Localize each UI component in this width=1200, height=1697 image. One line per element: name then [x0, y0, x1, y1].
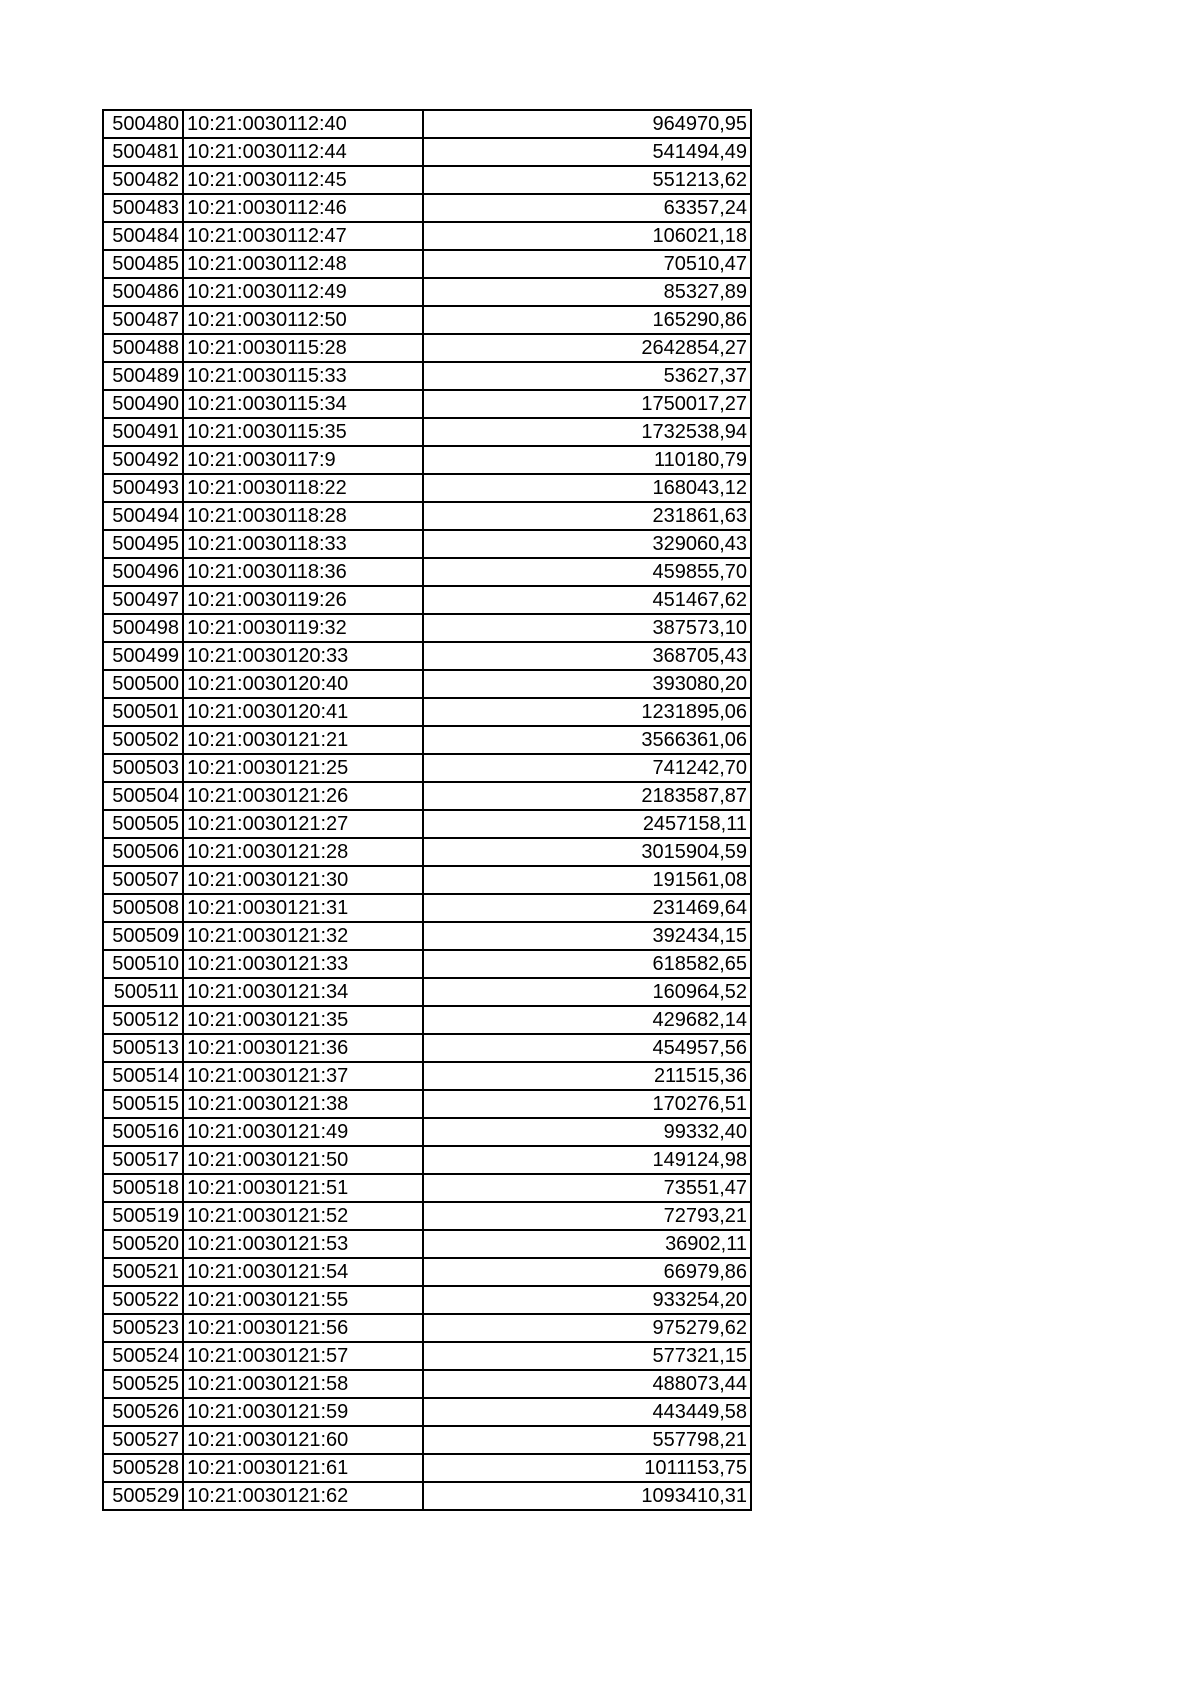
table-row	[103, 362, 751, 390]
cadastral-number-cell: 10:21:0030112:40	[183, 110, 423, 138]
cadastral-number-cell: 10:21:0030120:40	[183, 670, 423, 698]
cadastral-number-cell: 10:21:0030121:57	[183, 1342, 423, 1370]
table-row	[103, 1034, 751, 1062]
cadastral-number-cell: 10:21:0030112:46	[183, 194, 423, 222]
row-id-cell: 500498	[103, 614, 183, 642]
cadastral-number-cell: 10:21:0030121:38	[183, 1090, 423, 1118]
amount-cell: 191561,08	[423, 866, 751, 894]
amount-cell: 149124,98	[423, 1146, 751, 1174]
table-row	[103, 754, 751, 782]
row-id-cell: 500523	[103, 1314, 183, 1342]
table-row	[103, 474, 751, 502]
amount-cell: 66979,86	[423, 1258, 751, 1286]
table-row	[103, 978, 751, 1006]
table-row	[103, 894, 751, 922]
cadastral-number-cell: 10:21:0030120:33	[183, 642, 423, 670]
table-row	[103, 1174, 751, 1202]
amount-cell: 975279,62	[423, 1314, 751, 1342]
table-row	[103, 166, 751, 194]
cadastral-number-cell: 10:21:0030118:36	[183, 558, 423, 586]
data-table	[102, 109, 752, 1511]
cadastral-number-cell: 10:21:0030121:31	[183, 894, 423, 922]
table-row	[103, 138, 751, 166]
table-row	[103, 698, 751, 726]
table-row	[103, 390, 751, 418]
row-id-cell: 500517	[103, 1146, 183, 1174]
cadastral-number-cell: 10:21:0030115:33	[183, 362, 423, 390]
amount-cell: 387573,10	[423, 614, 751, 642]
amount-cell: 110180,79	[423, 446, 751, 474]
table-row	[103, 1090, 751, 1118]
row-id-cell: 500509	[103, 922, 183, 950]
cadastral-number-cell: 10:21:0030115:34	[183, 390, 423, 418]
table-row	[103, 1426, 751, 1454]
cadastral-number-cell: 10:21:0030121:59	[183, 1398, 423, 1426]
table-row	[103, 614, 751, 642]
cadastral-number-cell: 10:21:0030121:61	[183, 1454, 423, 1482]
cadastral-number-cell: 10:21:0030121:32	[183, 922, 423, 950]
amount-cell: 168043,12	[423, 474, 751, 502]
amount-cell: 741242,70	[423, 754, 751, 782]
row-id-cell: 500518	[103, 1174, 183, 1202]
row-id-cell: 500515	[103, 1090, 183, 1118]
row-id-cell: 500529	[103, 1482, 183, 1510]
table-row	[103, 1342, 751, 1370]
amount-cell: 170276,51	[423, 1090, 751, 1118]
table-row	[103, 810, 751, 838]
row-id-cell: 500504	[103, 782, 183, 810]
cadastral-number-cell: 10:21:0030118:33	[183, 530, 423, 558]
amount-cell: 451467,62	[423, 586, 751, 614]
table-row	[103, 1146, 751, 1174]
cadastral-number-cell: 10:21:0030121:25	[183, 754, 423, 782]
row-id-cell: 500513	[103, 1034, 183, 1062]
table-row	[103, 922, 751, 950]
cadastral-number-cell: 10:21:0030112:47	[183, 222, 423, 250]
row-id-cell: 500508	[103, 894, 183, 922]
row-id-cell: 500528	[103, 1454, 183, 1482]
table-row	[103, 502, 751, 530]
cadastral-number-cell: 10:21:0030121:34	[183, 978, 423, 1006]
row-id-cell: 500489	[103, 362, 183, 390]
table-row	[103, 782, 751, 810]
cadastral-number-cell: 10:21:0030121:53	[183, 1230, 423, 1258]
amount-cell: 36902,11	[423, 1230, 751, 1258]
cadastral-number-cell: 10:21:0030121:51	[183, 1174, 423, 1202]
row-id-cell: 500487	[103, 306, 183, 334]
row-id-cell: 500522	[103, 1286, 183, 1314]
row-id-cell: 500481	[103, 138, 183, 166]
table-row	[103, 642, 751, 670]
cadastral-number-cell: 10:21:0030115:28	[183, 334, 423, 362]
row-id-cell: 500495	[103, 530, 183, 558]
table-row	[103, 306, 751, 334]
row-id-cell: 500520	[103, 1230, 183, 1258]
amount-cell: 329060,43	[423, 530, 751, 558]
table-row	[103, 334, 751, 362]
cadastral-number-cell: 10:21:0030121:55	[183, 1286, 423, 1314]
row-id-cell: 500507	[103, 866, 183, 894]
cadastral-number-cell: 10:21:0030115:35	[183, 418, 423, 446]
table-row	[103, 1202, 751, 1230]
table-row	[103, 950, 751, 978]
table-row	[103, 1482, 751, 1510]
cadastral-number-cell: 10:21:0030121:28	[183, 838, 423, 866]
amount-cell: 557798,21	[423, 1426, 751, 1454]
cadastral-number-cell: 10:21:0030121:21	[183, 726, 423, 754]
amount-cell: 551213,62	[423, 166, 751, 194]
cadastral-number-cell: 10:21:0030121:54	[183, 1258, 423, 1286]
row-id-cell: 500526	[103, 1398, 183, 1426]
amount-cell: 1231895,06	[423, 698, 751, 726]
table-row	[103, 446, 751, 474]
amount-cell: 429682,14	[423, 1006, 751, 1034]
cadastral-number-cell: 10:21:0030121:30	[183, 866, 423, 894]
amount-cell: 1732538,94	[423, 418, 751, 446]
table-row	[103, 1286, 751, 1314]
cadastral-number-cell: 10:21:0030121:35	[183, 1006, 423, 1034]
amount-cell: 393080,20	[423, 670, 751, 698]
amount-cell: 3566361,06	[423, 726, 751, 754]
amount-cell: 85327,89	[423, 278, 751, 306]
row-id-cell: 500485	[103, 250, 183, 278]
row-id-cell: 500488	[103, 334, 183, 362]
row-id-cell: 500483	[103, 194, 183, 222]
row-id-cell: 500521	[103, 1258, 183, 1286]
cadastral-number-cell: 10:21:0030121:27	[183, 810, 423, 838]
table-row	[103, 670, 751, 698]
row-id-cell: 500505	[103, 810, 183, 838]
table-row	[103, 1454, 751, 1482]
table-row	[103, 558, 751, 586]
cadastral-number-cell: 10:21:0030121:58	[183, 1370, 423, 1398]
table-row	[103, 866, 751, 894]
cadastral-number-cell: 10:21:0030112:49	[183, 278, 423, 306]
amount-cell: 964970,95	[423, 110, 751, 138]
cadastral-number-cell: 10:21:0030121:60	[183, 1426, 423, 1454]
table-row	[103, 1006, 751, 1034]
table-row	[103, 1370, 751, 1398]
cadastral-number-cell: 10:21:0030121:56	[183, 1314, 423, 1342]
amount-cell: 368705,43	[423, 642, 751, 670]
amount-cell: 577321,15	[423, 1342, 751, 1370]
row-id-cell: 500491	[103, 418, 183, 446]
amount-cell: 211515,36	[423, 1062, 751, 1090]
amount-cell: 2642854,27	[423, 334, 751, 362]
table-row	[103, 418, 751, 446]
table-row	[103, 1062, 751, 1090]
table-row	[103, 278, 751, 306]
row-id-cell: 500499	[103, 642, 183, 670]
row-id-cell: 500502	[103, 726, 183, 754]
table-row	[103, 194, 751, 222]
amount-cell: 1093410,31	[423, 1482, 751, 1510]
cadastral-number-cell: 10:21:0030121:33	[183, 950, 423, 978]
cadastral-number-cell: 10:21:0030112:44	[183, 138, 423, 166]
amount-cell: 443449,58	[423, 1398, 751, 1426]
row-id-cell: 500497	[103, 586, 183, 614]
row-id-cell: 500482	[103, 166, 183, 194]
table-row	[103, 1230, 751, 1258]
table-body	[103, 110, 751, 1510]
row-id-cell: 500493	[103, 474, 183, 502]
cadastral-number-cell: 10:21:0030120:41	[183, 698, 423, 726]
cadastral-number-cell: 10:21:0030112:48	[183, 250, 423, 278]
row-id-cell: 500494	[103, 502, 183, 530]
table-row	[103, 222, 751, 250]
amount-cell: 1750017,27	[423, 390, 751, 418]
row-id-cell: 500524	[103, 1342, 183, 1370]
row-id-cell: 500503	[103, 754, 183, 782]
table-row	[103, 1398, 751, 1426]
cadastral-number-cell: 10:21:0030121:49	[183, 1118, 423, 1146]
amount-cell: 106021,18	[423, 222, 751, 250]
row-id-cell: 500480	[103, 110, 183, 138]
amount-cell: 2457158,11	[423, 810, 751, 838]
table-row	[103, 586, 751, 614]
amount-cell: 618582,65	[423, 950, 751, 978]
row-id-cell: 500519	[103, 1202, 183, 1230]
amount-cell: 459855,70	[423, 558, 751, 586]
cadastral-number-cell: 10:21:0030121:52	[183, 1202, 423, 1230]
row-id-cell: 500511	[103, 978, 183, 1006]
amount-cell: 231469,64	[423, 894, 751, 922]
amount-cell: 2183587,87	[423, 782, 751, 810]
amount-cell: 99332,40	[423, 1118, 751, 1146]
amount-cell: 488073,44	[423, 1370, 751, 1398]
row-id-cell: 500527	[103, 1426, 183, 1454]
cadastral-number-cell: 10:21:0030121:37	[183, 1062, 423, 1090]
cadastral-number-cell: 10:21:0030118:22	[183, 474, 423, 502]
amount-cell: 73551,47	[423, 1174, 751, 1202]
amount-cell: 541494,49	[423, 138, 751, 166]
cadastral-number-cell: 10:21:0030117:9	[183, 446, 423, 474]
cadastral-number-cell: 10:21:0030112:50	[183, 306, 423, 334]
amount-cell: 72793,21	[423, 1202, 751, 1230]
cadastral-number-cell: 10:21:0030118:28	[183, 502, 423, 530]
row-id-cell: 500525	[103, 1370, 183, 1398]
cadastral-number-cell: 10:21:0030119:26	[183, 586, 423, 614]
amount-cell: 3015904,59	[423, 838, 751, 866]
row-id-cell: 500506	[103, 838, 183, 866]
row-id-cell: 500486	[103, 278, 183, 306]
amount-cell: 231861,63	[423, 502, 751, 530]
amount-cell: 53627,37	[423, 362, 751, 390]
amount-cell: 933254,20	[423, 1286, 751, 1314]
cadastral-number-cell: 10:21:0030121:62	[183, 1482, 423, 1510]
amount-cell: 70510,47	[423, 250, 751, 278]
cadastral-number-cell: 10:21:0030112:45	[183, 166, 423, 194]
cadastral-number-cell: 10:21:0030121:26	[183, 782, 423, 810]
row-id-cell: 500500	[103, 670, 183, 698]
row-id-cell: 500496	[103, 558, 183, 586]
table-row	[103, 110, 751, 138]
row-id-cell: 500492	[103, 446, 183, 474]
amount-cell: 454957,56	[423, 1034, 751, 1062]
table-row	[103, 250, 751, 278]
table-row	[103, 838, 751, 866]
table-row	[103, 1118, 751, 1146]
amount-cell: 1011153,75	[423, 1454, 751, 1482]
table-row	[103, 726, 751, 754]
row-id-cell: 500490	[103, 390, 183, 418]
amount-cell: 160964,52	[423, 978, 751, 1006]
row-id-cell: 500484	[103, 222, 183, 250]
table-row	[103, 1314, 751, 1342]
amount-cell: 165290,86	[423, 306, 751, 334]
row-id-cell: 500510	[103, 950, 183, 978]
cadastral-number-cell: 10:21:0030119:32	[183, 614, 423, 642]
table-row	[103, 1258, 751, 1286]
row-id-cell: 500512	[103, 1006, 183, 1034]
amount-cell: 63357,24	[423, 194, 751, 222]
amount-cell: 392434,15	[423, 922, 751, 950]
cadastral-number-cell: 10:21:0030121:36	[183, 1034, 423, 1062]
row-id-cell: 500516	[103, 1118, 183, 1146]
row-id-cell: 500514	[103, 1062, 183, 1090]
table-row	[103, 530, 751, 558]
row-id-cell: 500501	[103, 698, 183, 726]
cadastral-number-cell: 10:21:0030121:50	[183, 1146, 423, 1174]
